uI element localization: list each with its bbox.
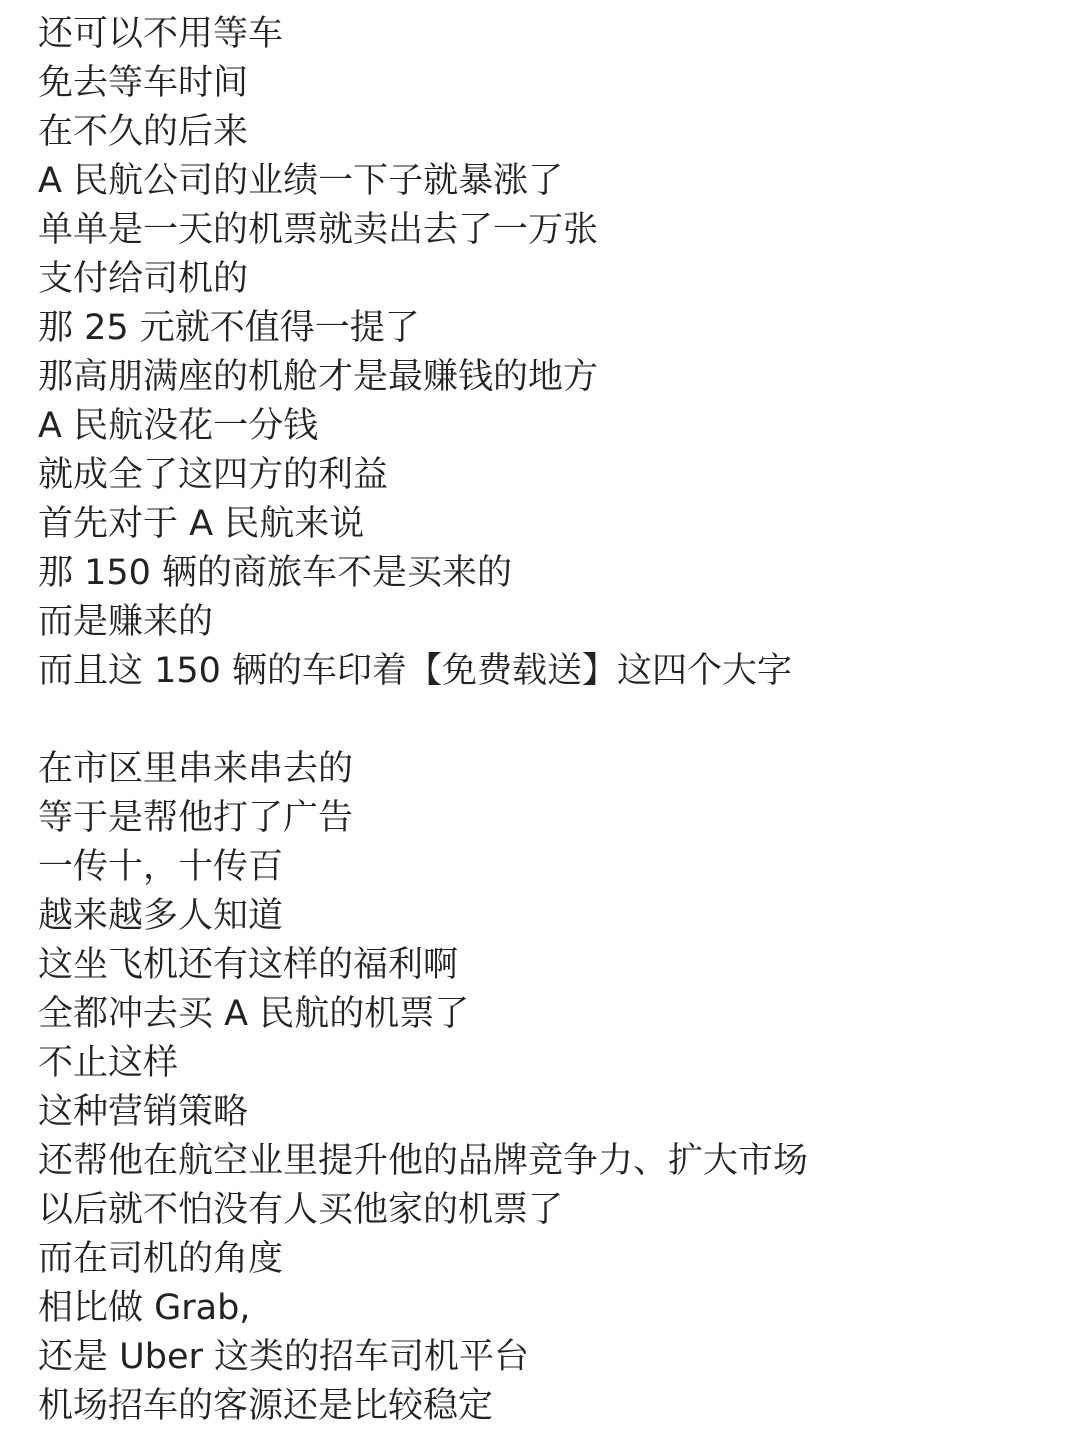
paragraph-break (38, 696, 1058, 745)
text-line: 在市区里串来串去的 (38, 749, 354, 789)
text-line: 支付给司机的 (38, 259, 249, 299)
text-line: 相比做 Grab, (38, 1288, 251, 1328)
text-line: 而是赚来的 (38, 602, 214, 642)
text-line: 而在司机的角度 (38, 1239, 284, 1279)
text-line: A 民航公司的业绩一下子就暴涨了 (38, 161, 564, 201)
text-line: 首先对于 A 民航来说 (38, 504, 365, 544)
text-line: 越来越多人知道 (38, 896, 284, 936)
text-line: 就成全了这四方的利益 (38, 455, 389, 495)
text-line: 那高朋满座的机舱才是最赚钱的地方 (38, 357, 599, 397)
text-line: 那 25 元就不值得一提了 (38, 308, 420, 348)
text-line: 等于是帮他打了广告 (38, 798, 354, 838)
text-line: 免去等车时间 (38, 63, 249, 103)
text-line: 机场招车的客源还是比较稳定 (38, 1386, 494, 1426)
text-line: A 民航没花一分钱 (38, 406, 319, 446)
text-line: 那 150 辆的商旅车不是买来的 (38, 553, 513, 593)
text-line: 全都冲去买 A 民航的机票了 (38, 994, 470, 1034)
text-line: 还帮他在航空业里提升他的品牌竞争力、扩大市场 (38, 1141, 809, 1181)
text-line: 这种营销策略 (38, 1092, 249, 1132)
text-line: 还是 Uber 这类的招车司机平台 (38, 1337, 530, 1377)
text-line: 在不久的后来 (38, 112, 249, 152)
text-line: 单单是一天的机票就卖出去了一万张 (38, 210, 599, 250)
document-text (38, 10, 1058, 1431)
text-line: 不止这样 (38, 1043, 179, 1083)
text-line: 这坐飞机还有这样的福利啊 (38, 945, 459, 985)
text-line: 而且这 150 辆的车印着【免费载送】这四个大字 (38, 651, 793, 691)
text-line: 一传十，十传百 (38, 847, 284, 887)
text-line: 还可以不用等车 (38, 14, 284, 54)
text-line: 以后就不怕没有人买他家的机票了 (38, 1190, 564, 1230)
